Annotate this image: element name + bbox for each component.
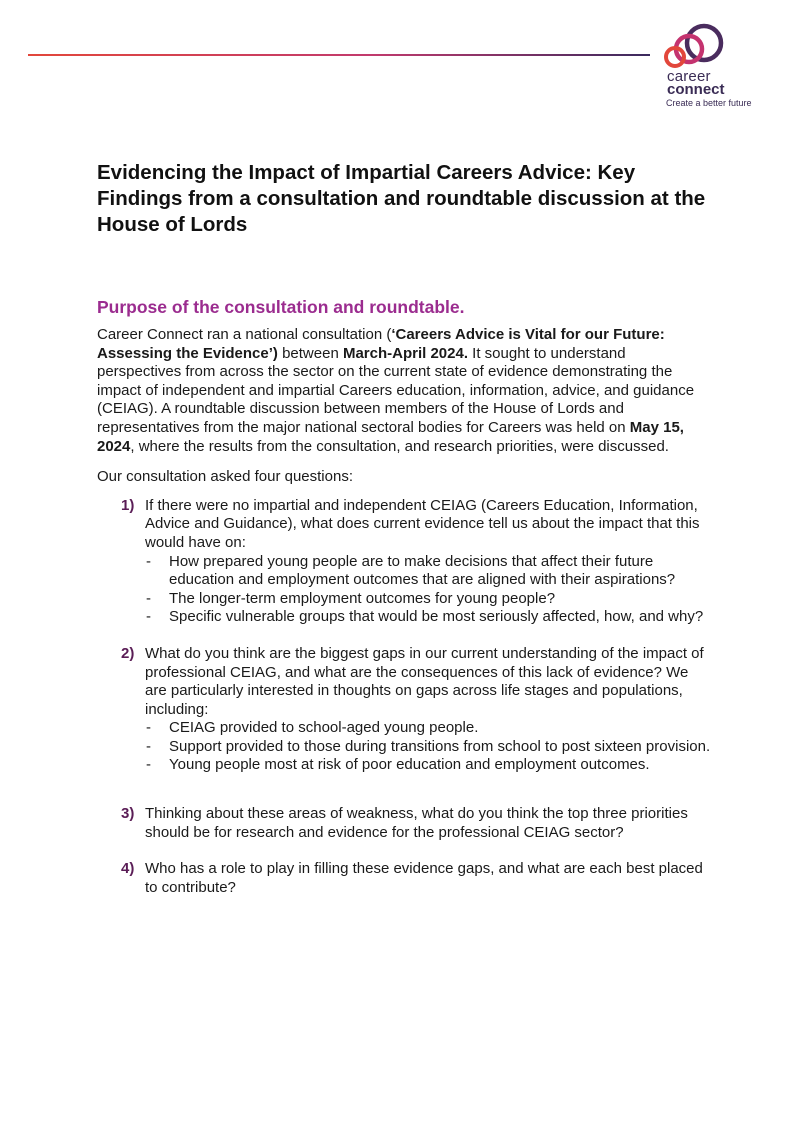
question-item	[97, 497, 712, 627]
intro-text-1: Career Connect ran a national consultation (	[97, 326, 392, 343]
question-subpoints	[145, 553, 712, 627]
intro-text-4: , where the results from the consultation, and research priorities, were discussed.	[130, 437, 669, 455]
questions-lead: Our consultation asked four questions:	[97, 468, 353, 486]
intro-consultation-name: ‘Careers Advice is Vital for our Future: Assessing the Evidence’)	[97, 326, 665, 362]
question-number: 3)	[121, 805, 135, 823]
intro-paragraph	[97, 326, 712, 456]
subpoint-text: Support provided to those during transitions from school to post sixteen provision.	[169, 737, 711, 755]
question-text: Thinking about these areas of weakness, what do you think the top three priorities should be for research and evidence for the professional CEIAG sector?	[145, 805, 688, 841]
document-body	[97, 160, 712, 897]
question-number: 4)	[121, 860, 135, 878]
question-number: 2)	[121, 644, 135, 662]
question-subpoints	[145, 719, 712, 775]
question-item	[97, 860, 712, 897]
intro-roundtable-date: May 15, 2024	[97, 418, 684, 455]
subpoint-text: Specific vulnerable groups that would be most seriously affected, how, and why?	[169, 608, 704, 626]
subpoint: - Young people most at risk of poor education and employment outcomes.	[146, 756, 650, 774]
rings-logo-icon	[658, 18, 728, 74]
question-item	[97, 805, 712, 842]
intro-consultation-dates: March-April 2024.	[342, 344, 468, 362]
intro-text-3: It sought to understand perspectives from across the sector on the current state of evidence demonstrating the impact of independent and impartial Careers education, information, advice, and guidance (CEIAG). A roundtable discussion between members of the House of Lords and representatives from the major national sectoral bodies for Careers was held on	[97, 344, 695, 436]
logo-word-career: career	[667, 68, 711, 85]
subpoint: - How prepared young people are to make decisions that affect their future education and employment outcomes that are aligned with their aspirations?	[146, 552, 676, 589]
career-connect-logo	[658, 18, 778, 113]
questions-list	[97, 497, 712, 898]
subpoint: - Specific vulnerable groups that would be most seriously affected, how, and why?	[146, 608, 704, 626]
subpoint-text: Young people most at risk of poor education and employment outcomes.	[169, 756, 650, 774]
subpoint: - CEIAG provided to school-aged young people.	[146, 719, 479, 737]
intro-text-2: between	[277, 344, 343, 362]
subpoint-text: The longer-term employment outcomes for young people?	[169, 589, 556, 607]
section-heading: Purpose of the consultation and roundtable.	[97, 297, 465, 317]
logo-tagline: Create a better future	[666, 98, 752, 108]
question-number: 1)	[121, 496, 135, 514]
question-text: If there were no impartial and independent CEIAG (Careers Education, Information, Advice and Guidance), what does current evidence tell us about the impact that this would have on:	[145, 496, 700, 551]
question-item	[97, 645, 712, 775]
subpoint: - The longer-term employment outcomes for young people?	[146, 589, 556, 607]
subpoint-text: CEIAG provided to school-aged young people.	[169, 719, 479, 737]
subpoint: - Support provided to those during transitions from school to post sixteen provision.	[146, 737, 711, 755]
logo-word-connect: connect	[667, 81, 725, 98]
question-text: Who has a role to play in filling these evidence gaps, and what are each best placed to contribute?	[145, 860, 703, 896]
question-text: What do you think are the biggest gaps in our current understanding of the impact of professional CEIAG, and what are the consequences of this lack of evidence? We are particularly interested in thoughts on gaps across life stages and populations, including:	[145, 644, 704, 718]
document-title: Evidencing the Impact of Impartial Careers Advice: Key Findings from a consultation and roundtable discussion at the House of Lords	[97, 161, 706, 236]
header-rule	[28, 54, 650, 56]
subpoint-text: How prepared young people are to make decisions that affect their future education and employment outcomes that are aligned with their aspirations?	[169, 552, 676, 589]
